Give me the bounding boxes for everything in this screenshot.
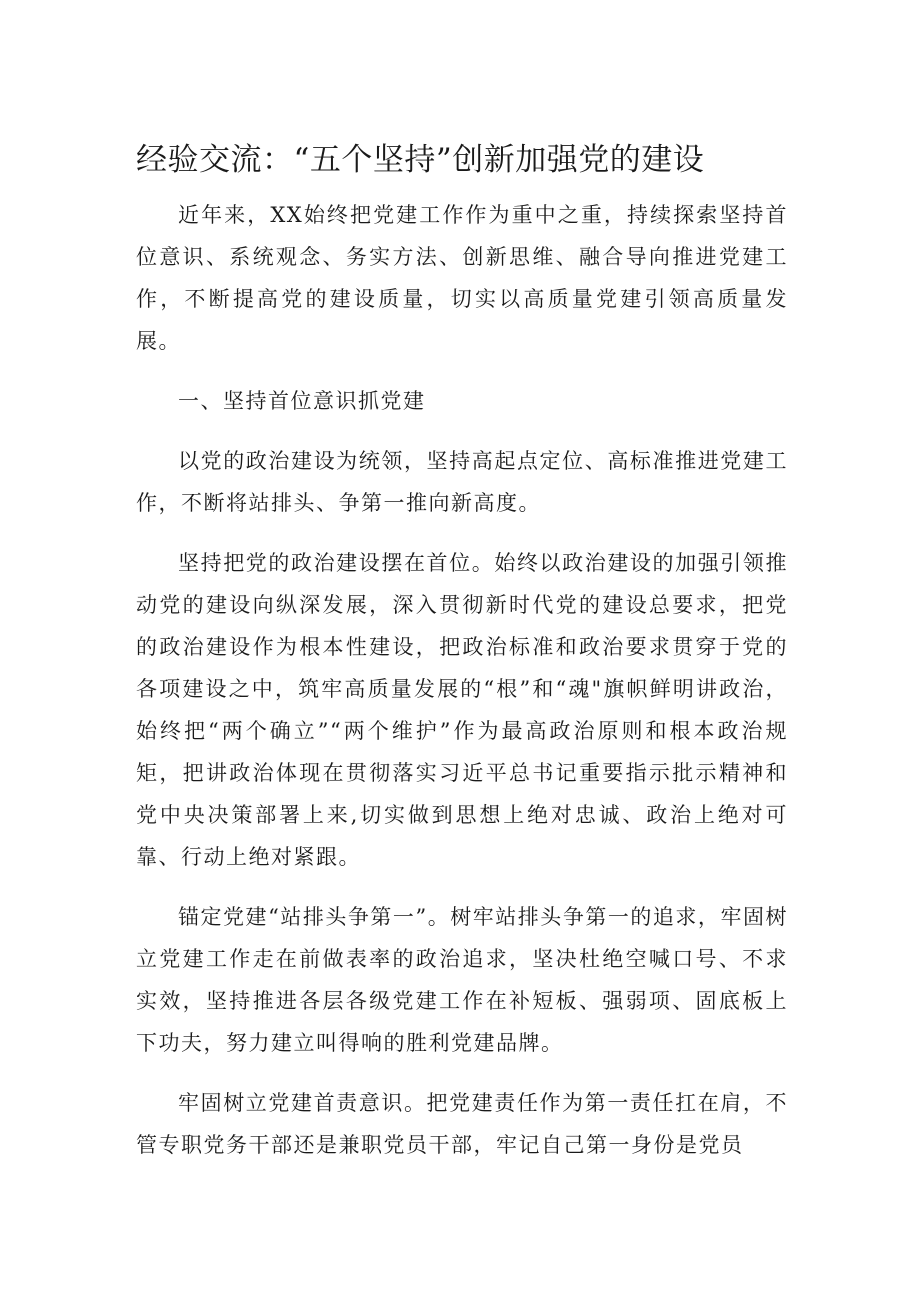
intro-paragraph: 近年来，XX始终把党建工作作为重中之重，持续探索坚持首位意识、系统观念、务实方法、创新思维、融合导向推进党建工作，不断提高党的建设质量，切实以高质量党建引领高质量发展。 [136,203,788,353]
document-page [136,128,788,1166]
section1-paragraph-3: 锚定党建“站排头争第一”。树牢站排头争第一的追求，牢固树立党建工作走在前做表率的政治追求，坚决杜绝空喊口号、不求实效，坚持推进各层各级党建工作在补短板、强弱项、固底板上下功夫，努力建立叫得响的胜利党建品牌。 [136,905,788,1055]
document-title: 经验交流：“五个坚持”创新加强党的建设 [136,142,705,178]
section1-paragraph-2: 坚持把党的政治建设摆在首位。始终以政治建设的加强引领推动党的建设向纵深发展，深入贯彻新时代党的建设总要求，把党的政治建设作为根本性建设，把政治标准和政治要求贯穿于党的各项建设之中，筑牢高质量发展的“根”和“魂"旗帜鲜明讲政治，始终把“两个确立”“两个维护”作为最高政治原则和根本政治规矩，把讲政治体现在贯彻落实习近平总书记重要指示批示精神和党中央决策部署上来,切实做到思想上绝对忠诚、政治上绝对可靠、行动上绝对紧跟。 [136,551,788,869]
section-heading-1: 一、坚持首位意识抓党建 [178,389,426,413]
section1-paragraph-1: 以党的政治建设为统领，坚持高起点定位、高标准推进党建工作，不断将站排头、争第一推向新高度。 [136,449,788,515]
section1-paragraph-4: 牢固树立党建首责意识。把党建责任作为第一责任扛在肩，不管专职党务干部还是兼职党员干部，牢记自己第一身份是党员 [136,1091,788,1157]
